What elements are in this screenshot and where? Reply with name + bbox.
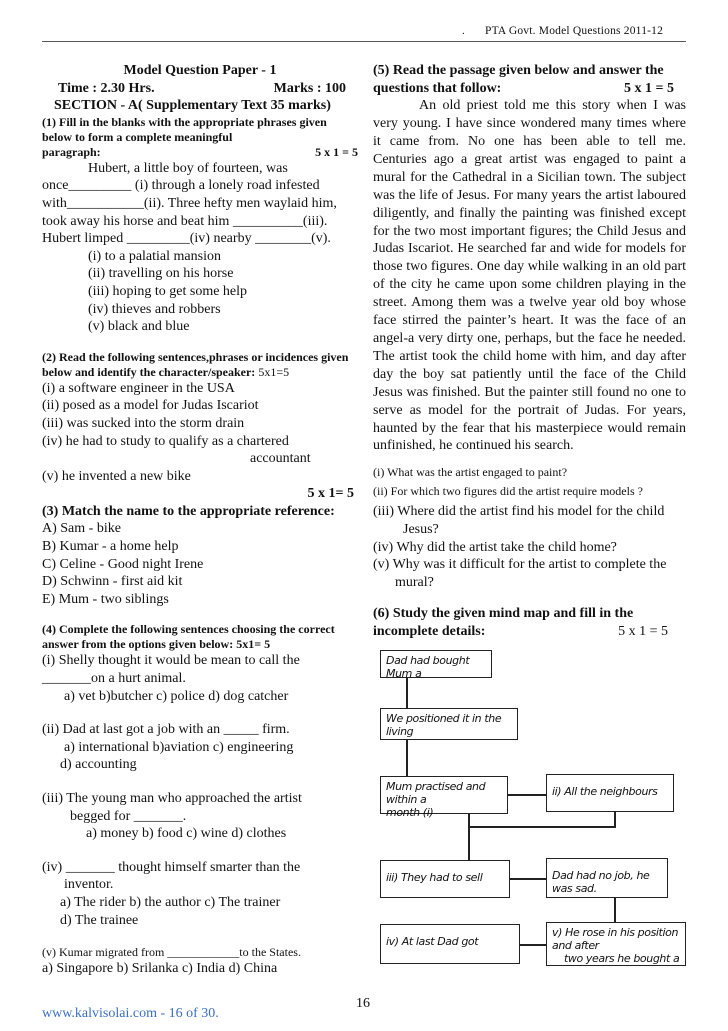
q3-marks: 5 x 1= 5 [307,486,354,502]
q3-item: A) Sam - bike [42,521,121,537]
connector-b2-b3 [406,740,408,776]
q5-marks: 5 x 1 = 5 [624,80,674,96]
mind-map-box-2: We positioned it in the living [380,708,518,740]
q1-option: (iii) hoping to get some help [88,283,248,299]
connector-b6-b8 [614,898,616,922]
q2-item: (i) a software engineer in the USA [42,380,235,396]
header-rule [42,41,686,42]
q6-heading-2: incomplete details: [373,623,486,639]
section-heading: SECTION - A( Supplementary Text 35 marks) [54,98,331,114]
connector-horizontal [468,826,614,828]
mind-map-box-6: Dad had no job, he was sad. [546,858,668,898]
right-column [373,62,686,640]
mind-map-box-8-line-2: two years he bought a [564,952,680,965]
mind-map-box-3-line-1: Mum practised and within a [386,780,486,806]
q5-question: (ii) For which two figures did the artist require models ? [373,484,643,499]
q4-ii-options-1: a) international b)aviation c) engineering [64,739,294,755]
q4-iv-options-1: a) The rider b) the author c) The trainer [60,894,281,910]
q6-heading-1: (6) Study the given mind map and fill in the [373,606,634,622]
q1-para-line-5: Hubert limped _________(iv) nearby ________(v). [42,231,331,247]
q5-question-continuation: mural? [395,574,434,590]
mind-map [370,646,686,986]
q5-heading-row [373,80,686,98]
q5-question: (iv) Why did the artist take the child home? [373,539,617,555]
connector-b5-b6 [510,878,548,880]
q3-item: C) Celine - Good night Irene [42,556,204,572]
q6-marks: 5 x 1 = 5 [618,623,668,639]
connector-b7-b8 [518,944,548,946]
footer-link[interactable]: www.kalvisolai.com - 16 of 30. [42,1006,219,1021]
q4-i-line-2: _______on a hurt animal. [42,671,186,687]
mind-map-box-8-line-1: v) He rose in his position and after [552,926,679,952]
time-label: Time : 2.30 Hrs. [58,80,155,96]
q5-question: (iii) Where did the artist find his model for the child [373,504,665,520]
header-title: PTA Govt. Model Questions 2011-12 [485,25,664,37]
q3-item: D) Schwinn - first aid kit [42,574,183,590]
mind-map-box-1: Dad had bought Mum a [380,650,492,678]
q2-item: (iv) he had to study to qualify as a chartered [42,433,289,449]
mind-map-box-8 [546,922,686,966]
q4-iii-line-1: (iii) The young man who approached the artist [42,791,302,806]
mind-map-box-3-line-2: month (i) [386,806,434,819]
q4-i-options: a) vet b)butcher c) police d) dog catcher [64,688,289,704]
q1-option: (i) to a palatial mansion [88,248,221,264]
q6-heading-row [373,623,686,641]
q4-i-line-1: (i) Shelly thought it would be mean to call the [42,653,300,669]
q1-para-line-2: once_________ (i) through a lonely road infested [42,178,320,194]
q5-heading-2: questions that follow: [373,80,502,96]
connector-b3-b4 [506,794,548,796]
q2-heading [42,350,358,380]
mind-map-box-5: iii) They had to sell [380,860,510,898]
q4-heading [42,622,358,652]
q4-marks: 5x1= 5 [236,637,271,652]
time-marks-row [42,80,358,98]
header-dot: . [462,25,465,37]
q5-question-continuation: Jesus? [403,521,439,537]
marks-label: Marks : 100 [273,80,346,96]
q5-question: (i) What was the artist engaged to paint? [373,465,568,480]
q1-para-line-4: took away his horse and beat him __________(iii). [42,213,328,229]
q2-item: (v) he invented a new bike [42,468,191,484]
q4-v-options: a) Singapore b) Srilanka c) India d) China [42,961,278,977]
q1-option: (iv) thieves and robbers [88,301,221,317]
q1-para-line-3: with___________(ii). Three hefty men waylaid him, [42,195,337,211]
q1-option: (ii) travelling on his horse [88,266,234,282]
paper-title: Model Question Paper - 1 [123,63,277,78]
q1-heading: (1) Fill in the blanks with the appropriate phrases given below to form a complete meaningful [42,114,327,144]
q4-iv-line-1: (iv) _______ thought himself smarter than the [42,859,301,875]
connector-b1-b2 [406,678,408,708]
q2-item: (iii) was sucked into the storm drain [42,415,245,431]
q4-iii-options: a) money b) food c) wine d) clothes [86,826,287,842]
q4-ii-options-2: d) accounting [60,757,137,773]
connector-b4-down [614,812,616,828]
mind-map-box-3 [380,776,508,819]
mind-map-box-4: ii) All the neighbours [546,774,674,812]
q1-option: (v) black and blue [88,319,190,335]
q4-heading-text: (4) Complete the following sentences choosing the correct answer from the options given below: [42,622,335,652]
q5-heading-1: (5) Read the passage given below and answer the [373,63,664,78]
q1-heading-last-row [42,145,358,160]
q1-para-line-1: Hubert, a little boy of fourteen, was [88,160,288,176]
q4-iii-line-2: begged for _______. [70,808,187,824]
q4-iv-line-2: inventor. [64,877,114,893]
q5-passage: An old priest told me this story when I was very young. I have since wondered many times where it came from. No one has been able to tell me. Centuries ago a great artist was engaged to paint a mural for the Cathedral in a Sicilian town. The subject was the life of Jesus. For many years the artist laboured diligently, and finally the painting was finished except for the two most important figures; the Child Jesus and Judas Iscariot. He searched far and wide for models for those two figures. One day while walking in an old part of the city he came upon some children playing in the street. Among them was a twelve year old boy whose face stirred the painter’s heart. It was the face of an angel-a very dirty one, perhaps, but the face he needed. The artist took the child home with him, and day after day the boy sat patiently until the face of the Child Jesus was finished. But the painter still found no one to serve as model for the portrait of Judas. For years, haunted by the fear that his masterpiece would remain unfinished, he continued his search. [373,98,686,454]
q2-heading-text: (2) Read the following sentences,phrases or incidences given below and identify the character/speaker: [42,349,349,379]
q3-heading: (3) Match the name to the appropriate reference: [42,503,335,519]
page-number: 16 [356,996,370,1011]
q4-ii-line-1: (ii) Dad at last got a job with an _____ firm. [42,722,290,738]
q3-item: E) Mum - two siblings [42,591,169,607]
q3-item: B) Kumar - a home help [42,539,179,555]
q2-item: (ii) posed as a model for Judas Iscariot [42,398,259,414]
connector-b3-b5 [468,826,470,860]
q2-item-continuation: accountant [250,451,311,467]
q4-v-line-1: (v) Kumar migrated from ____________to the States. [42,945,301,960]
q2-marks: 5x1=5 [258,364,290,379]
left-column [42,62,358,978]
q5-question: (v) Why was it difficult for the artist to complete the [373,557,667,573]
q1-heading-last: paragraph: [42,144,101,159]
mind-map-box-7: iv) At last Dad got [380,924,520,964]
q1-marks: 5 x 1 = 5 [315,144,358,159]
q4-iv-options-2: d) The trainee [60,912,139,928]
